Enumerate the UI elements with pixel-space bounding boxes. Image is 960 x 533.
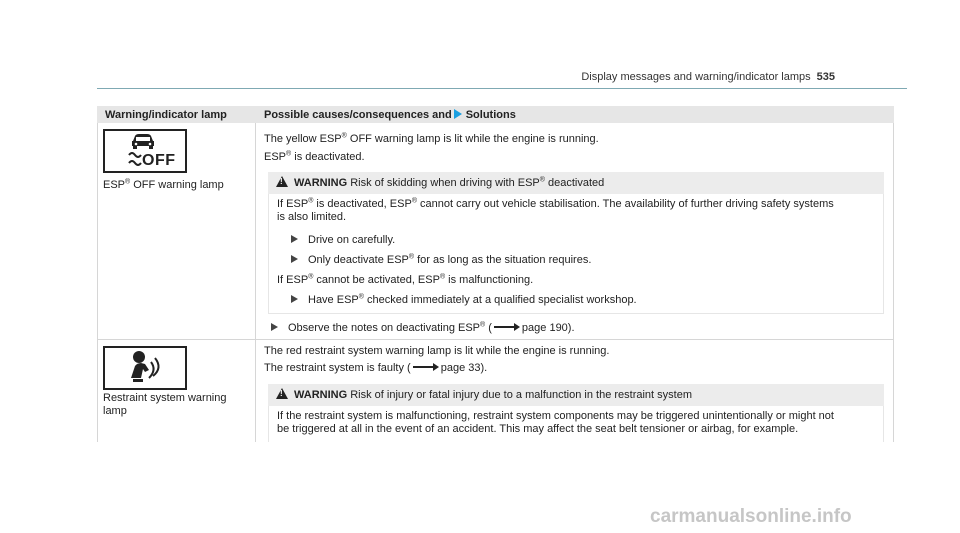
warning-lamp-table — [97, 106, 894, 442]
header-title: Display messages and warning/indicator lamps — [581, 71, 811, 83]
warning-triangle-icon — [276, 388, 288, 399]
esp-observe-notes: Observe the notes on deactivating ESP® ( page 190). — [271, 322, 575, 335]
esp-warning-body — [268, 194, 884, 314]
esp-malfunction-text: If ESP® cannot be activated, ESP® is malfunctioning. — [277, 273, 534, 286]
page-reference-arrow-icon — [494, 323, 520, 331]
restraint-warning-box — [268, 384, 884, 442]
restraint-caption: Restraint system warning lamp — [103, 392, 227, 417]
table-border-left — [97, 123, 98, 442]
warning-triangle-icon — [276, 176, 288, 187]
restraint-warning-text-line2: be triggered at all in the event of an accident. This may affect the seat belt tensioner or airbag, for example. — [277, 423, 799, 435]
restraint-system-icon — [103, 346, 187, 390]
col-header-lamp: Warning/indicator lamp — [105, 109, 227, 121]
esp-off-description-line2: ESP® is deactivated. — [264, 150, 365, 163]
page-reference-arrow-icon — [413, 363, 439, 371]
esp-warning-title: !WARNING Risk of skidding when driving with ESP® deactivated — [276, 176, 604, 189]
table-row-divider — [97, 339, 894, 340]
esp-warning-text-line1: If ESP® is deactivated, ESP® cannot carry out vehicle stabilisation. The availability of further driving safety systems — [277, 197, 834, 210]
table-header — [97, 106, 894, 123]
table-column-divider — [255, 123, 256, 442]
restraint-warning-body — [268, 406, 884, 442]
bullet-arrow-icon — [271, 323, 278, 331]
table-border-right — [893, 123, 894, 442]
page-number: 535 — [816, 71, 835, 83]
restraint-description-line1: The red restraint system warning lamp is lit while the engine is running. — [264, 345, 610, 357]
bullet-arrow-icon — [291, 295, 298, 303]
bullet-arrow-icon — [291, 255, 298, 263]
esp-warning-box — [268, 172, 884, 314]
restraint-warning-title: !WARNING Risk of injury or fatal injury due to a malfunction in the restraint system — [276, 388, 692, 401]
esp-warning-text-line2: is also limited. — [277, 211, 347, 223]
esp-off-icon — [103, 129, 187, 173]
solutions-arrow-icon — [454, 109, 462, 119]
esp-instruction-2: Only deactivate ESP® for as long as the situation requires. — [291, 254, 591, 267]
esp-off-description-line1: The yellow ESP® OFF warning lamp is lit while the engine is running. — [264, 132, 599, 145]
esp-off-icon-label: OFF — [142, 152, 176, 169]
esp-instruction-3: Have ESP® checked immediately at a qualified specialist workshop. — [291, 294, 637, 307]
bullet-arrow-icon — [291, 235, 298, 243]
restraint-page-reference[interactable]: page 33). — [440, 362, 488, 374]
esp-instruction-1: Drive on carefully. — [291, 234, 395, 247]
header-rule — [97, 88, 907, 89]
col-header-causes: Possible causes/consequences and Solutions — [264, 109, 516, 121]
esp-off-caption: ESP® OFF warning lamp — [103, 178, 224, 191]
esp-page-reference[interactable]: page 190). — [521, 322, 575, 334]
restraint-description-line2: The restraint system is faulty ( page 33). — [264, 362, 488, 374]
restraint-warning-text-line1: If the restraint system is malfunctioning, restraint system components may be triggered unintentionally or might not — [277, 410, 834, 422]
page-header — [581, 71, 835, 83]
watermark: carmanualsonline.info — [650, 506, 852, 527]
